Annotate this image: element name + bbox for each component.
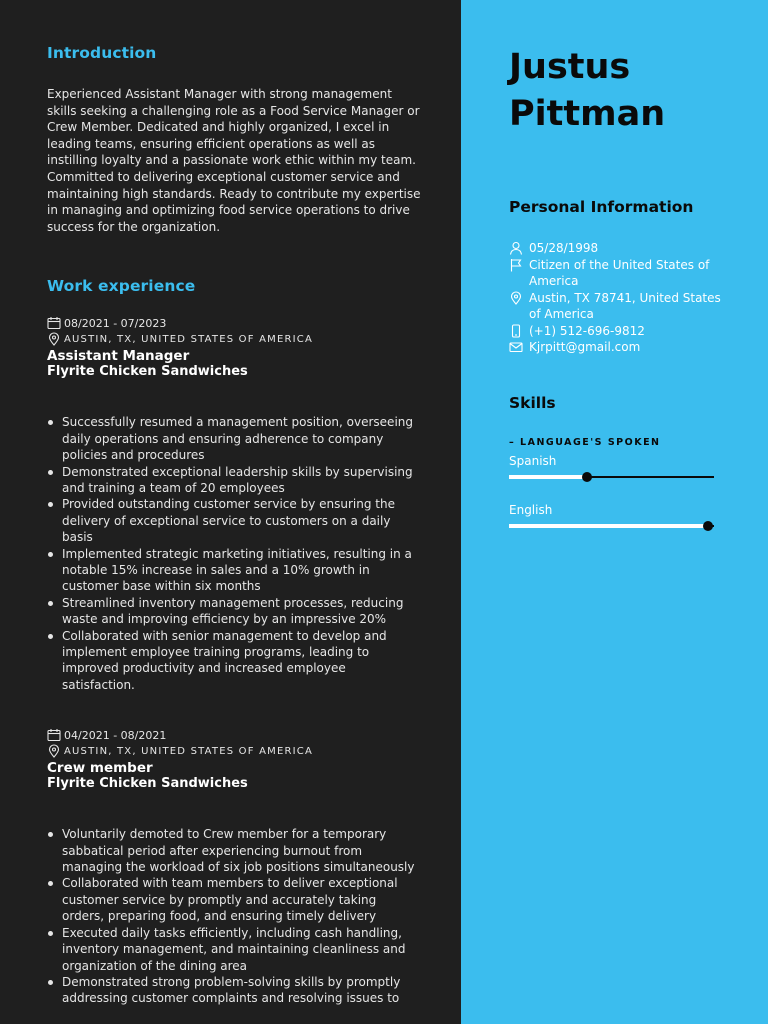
birthdate: 05/28/1998 [529, 241, 599, 255]
job-location-row [47, 331, 421, 347]
citizenship-row [509, 257, 728, 290]
list-item: Executed daily tasks efficiently, including cash handling, inventory management, and maintaining cleanliness and organization of the dining area [47, 925, 421, 974]
level-knob [703, 521, 713, 531]
job-location: AUSTIN, TX, UNITED STATES OF AMERICA [64, 745, 313, 757]
job-company: Flyrite Chicken Sandwiches [47, 364, 248, 380]
job-title: Assistant Manager [47, 348, 190, 365]
list-item: Demonstrated strong problem-solving skills by promptly addressing customer complaints and resolving issues to [47, 974, 421, 1007]
language-level-bar [509, 472, 714, 482]
level-fill [509, 524, 708, 528]
language-spanish [509, 454, 728, 482]
job-bullets [47, 826, 421, 1006]
address: Austin, TX 78741, United States of America [529, 290, 721, 321]
job-location: AUSTIN, TX, UNITED STATES OF AMERICA [64, 333, 313, 345]
job-entry-1 [47, 315, 421, 693]
email-row [509, 339, 728, 356]
list-item: Demonstrated exceptional leadership skills by supervising and training a team of 20 employees [47, 464, 421, 497]
job-title: Crew member [47, 760, 153, 777]
language-level-bar [509, 521, 714, 531]
language-name: Spanish [509, 453, 557, 468]
phone-icon [509, 324, 523, 338]
personal-information-heading: Personal Information [509, 198, 694, 216]
introduction-heading: Introduction [47, 44, 157, 62]
languages-heading: – LANGUAGE'S SPOKEN [509, 436, 661, 448]
phone-row [509, 323, 728, 340]
list-item: Voluntarily demoted to Crew member for a temporary sabbatical period after experiencing burnout from managing the workload of six job positions simultaneously [47, 826, 421, 875]
language-english [509, 503, 728, 531]
mail-icon [509, 340, 523, 354]
job-dates-row [47, 315, 421, 331]
location-pin-icon [509, 291, 523, 305]
phone[interactable]: (+1) 512-696-9812 [529, 323, 645, 338]
skills-heading: Skills [509, 393, 556, 412]
list-item: Successfully resumed a management position, overseeing daily operations and ensuring adherence to company policies and procedures [47, 414, 421, 463]
last-name: Pittman [509, 94, 666, 134]
list-item: Streamlined inventory management processes, reducing waste and improving efficiency by an impressive 20% [47, 595, 421, 628]
list-item: Collaborated with team members to deliver exceptional customer service by promptly and accurately taking orders, preparing food, and ensuring timely delivery [47, 875, 421, 924]
level-knob [582, 472, 592, 482]
location-pin-icon [47, 744, 61, 758]
job-dates: 04/2021 - 08/2021 [64, 728, 167, 742]
address-row [509, 290, 728, 323]
list-item: Implemented strategic marketing initiatives, resulting in a notable 15% increase in sales and a 10% growth in customer base within six months [47, 546, 421, 595]
job-bullets [47, 414, 421, 693]
right-column [461, 0, 768, 1024]
job-company: Flyrite Chicken Sandwiches [47, 776, 248, 792]
language-name: English [509, 502, 553, 517]
job-location-row [47, 743, 421, 759]
list-item: Provided outstanding customer service by ensuring the delivery of exceptional service to customers on a daily basis [47, 496, 421, 545]
person-icon [509, 241, 523, 255]
job-entry-2 [47, 727, 421, 1006]
first-name: Justus [509, 47, 631, 87]
level-fill [509, 475, 587, 479]
list-item: Collaborated with senior management to develop and implement employee training programs, leading to improved productivity and increased employee satisfaction. [47, 628, 421, 694]
email[interactable]: Kjrpitt@gmail.com [529, 340, 641, 354]
candidate-name [509, 44, 728, 138]
job-dates-row [47, 727, 421, 743]
location-pin-icon [47, 332, 61, 346]
calendar-icon [47, 728, 61, 742]
job-dates: 08/2021 - 07/2023 [64, 316, 167, 330]
birthdate-row [509, 240, 728, 257]
calendar-icon [47, 316, 61, 330]
introduction-text: Experienced Assistant Manager with strong management skills seeking a challenging role as a Food Service Manager or Crew Member. Dedicated and highly organized, I excel in leading teams, ensuring efficient operations as well as instilling loyalty and a passionate work ethic within my team. Committed to delivering exceptional customer service and maintaining high standards. Ready to contribute my expertise in managing and optimizing food service operations to drive success for the organization. [47, 87, 421, 234]
work-experience-heading: Work experience [47, 277, 196, 296]
flag-icon [509, 258, 523, 272]
citizenship: Citizen of the United States of America [529, 257, 710, 288]
